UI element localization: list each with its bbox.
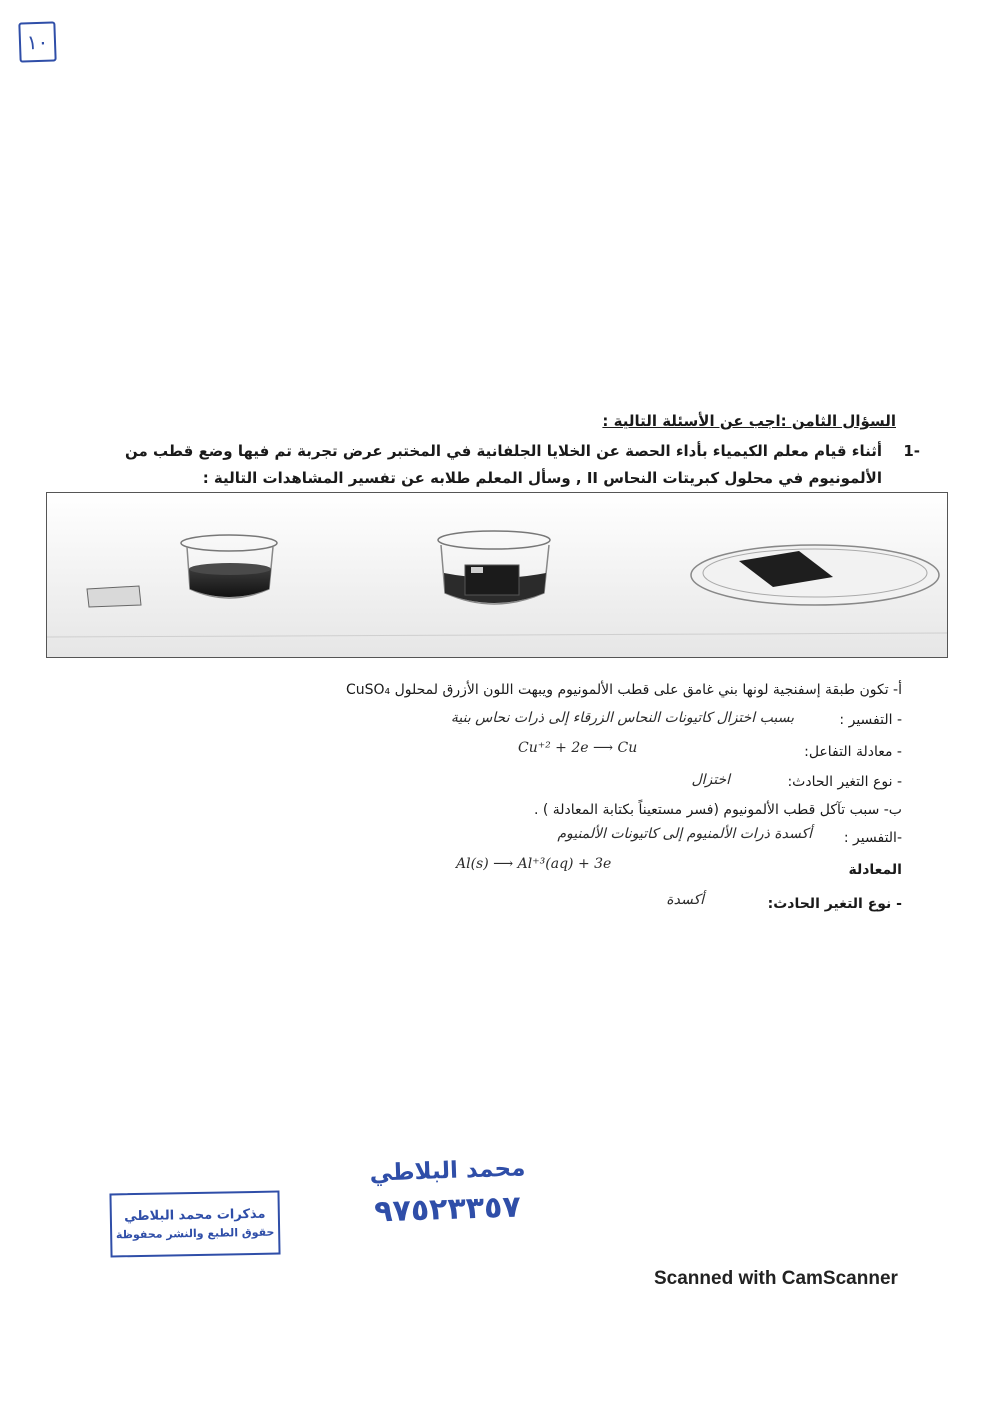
part-b-statement: ب- سبب تآكل قطب الألمونيوم (فسر مستعيناً بكتابة المعادلة ) . <box>533 802 902 818</box>
part-a-change-answer: اختزال <box>691 772 730 788</box>
author-phone: ٩٧٥٢٣٣٥٧ <box>373 1189 522 1230</box>
petri-dish-coated-plate <box>691 545 939 605</box>
question-text-line2: الألمونيوم في محلول كبريتات النحاس II , وسأل المعلم طلابه عن تفسير المشاهدات التالية : <box>202 469 882 487</box>
stamp-line1: مذكرات محمد البلاطي <box>124 1206 266 1225</box>
part-b-change-label: - نوع التغير الحادث: <box>767 896 902 912</box>
page-number: ١٠ <box>18 21 56 62</box>
experiment-illustration <box>47 493 947 657</box>
question-heading: السؤال الثامن :اجب عن الأسئلة التالية : <box>602 412 896 430</box>
copyright-stamp <box>109 1191 280 1258</box>
part-a-change-label: - نوع التغير الحادث: <box>787 774 902 790</box>
question-text-line1: أثناء قيام معلم الكيمياء بأداء الحصة عن الخلايا الجلفانية في المختبر عرض تجربة تم فيها وضع قطب من <box>124 442 882 460</box>
part-b-equation-label: المعادلة <box>848 862 902 878</box>
part-a-statement: أ- تكون طبقة إسفنجية لونها بني غامق على قطب الألمونيوم ويبهت اللون الأزرق لمحلول CuSO₄ <box>345 682 902 698</box>
part-a-explanation-answer: بسبب اختزال كاتيونات النحاس الزرقاء إلى ذرات نحاس بنية <box>450 710 794 726</box>
part-b-explanation-label: -التفسير : <box>843 830 902 846</box>
part-b-explanation-answer: أكسدة ذرات الألمنيوم إلى كاتيونات الألمنيوم <box>557 826 812 842</box>
part-a-equation-label: - معادلة التفاعل: <box>804 744 902 760</box>
part-b-change-answer: أكسدة <box>666 892 704 908</box>
part-a-equation-answer: Cu⁺² + 2e ⟶ Cu <box>518 740 638 756</box>
author-name: محمد البلاطي <box>369 1155 526 1187</box>
part-b-equation-answer: Al(s) ⟶ Al⁺³(aq) + 3e <box>456 856 612 872</box>
stamp-line2: حقوق الطبع والنشر محفوظة <box>115 1225 275 1242</box>
question-number: 1- <box>903 442 920 460</box>
aluminium-strip <box>87 586 141 607</box>
experiment-photo <box>46 492 948 658</box>
scanner-watermark: Scanned with CamScanner <box>654 1268 898 1289</box>
part-a-explanation-label: - التفسير : <box>839 712 902 728</box>
